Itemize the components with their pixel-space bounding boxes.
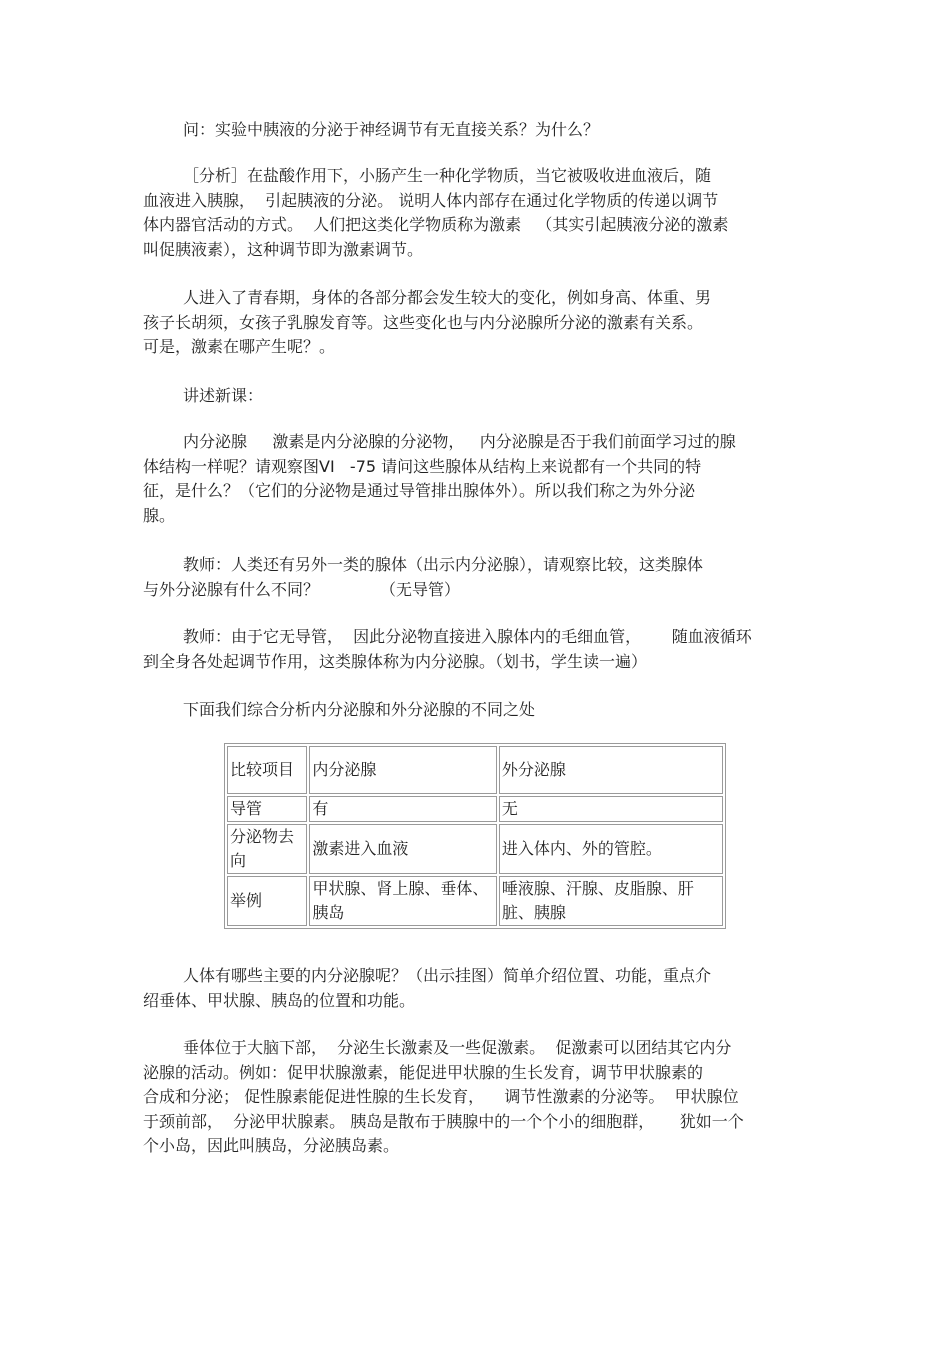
text-line: 合成和分泌； 促性腺素能促进性腺的生长发育， 调节性激素的分泌等。 甲状腺位: [143, 1087, 739, 1106]
new-lesson-heading: [143, 384, 808, 409]
table-cell: 内分泌腺: [309, 746, 496, 794]
text-line: 到全身各处起调节作用，这类腺体称为内分泌腺。（划书，学生读一遍）: [143, 651, 648, 671]
text-line: 内分泌腺 激素是内分泌腺的分泌物， 内分泌腺是否于我们前面学习过的腺: [183, 432, 736, 451]
table-row: [227, 796, 723, 822]
comparison-intro: [143, 698, 808, 723]
table-cell: 甲状腺、肾上腺、垂体、胰岛: [309, 876, 496, 926]
text-line: 叫促胰液素），这种调节即为激素调节。: [143, 239, 424, 259]
text-line: 血液进入胰腺， 引起胰液的分泌。 说明人体内部存在通过化学物质的传递以调节: [143, 190, 719, 210]
text-line: 征，是什么？（它们的分泌物是通过导管排出腺体外）。所以我们称之为外分泌: [143, 481, 696, 500]
table-cell: 激素进入血液: [309, 824, 496, 874]
endocrine-intro-paragraph: [143, 430, 808, 528]
table-row: [227, 824, 723, 874]
text-line: 教师：人类还有另外一类的腺体（出示内分泌腺），请观察比较，这类腺体: [183, 555, 704, 574]
table-cell: 导管: [227, 796, 307, 822]
text-line: 教师：由于它无导管， 因此分泌物直接进入腺体内的毛细血管， 随血液循环: [183, 627, 752, 646]
table-cell: 无: [499, 796, 723, 822]
table-cell: 进入体内、外的管腔。: [499, 824, 723, 874]
teacher-paragraph-2: [143, 625, 808, 674]
text-line: 讲述新课：: [183, 386, 264, 405]
puberty-paragraph: [143, 286, 808, 360]
table-cell: 举例: [227, 876, 307, 926]
comparison-table: [224, 743, 726, 929]
analysis-paragraph: [143, 164, 808, 262]
text-line: 腺。: [143, 505, 176, 525]
text-line: 孩子长胡须，女孩子乳腺发育等。这些变化也与内分泌腺所分泌的激素有关系。: [143, 312, 704, 332]
text-line: 问：实验中胰液的分泌于神经调节有无直接关系？为什么？: [183, 120, 600, 139]
question-paragraph: [143, 118, 808, 143]
text-line: 下面我们综合分析内分泌腺和外分泌腺的不同之处: [183, 700, 536, 719]
table-cell: 比较项目: [227, 746, 307, 794]
table-cell: 唾液腺、汗腺、皮脂腺、肝脏、胰腺: [499, 876, 723, 926]
teacher-paragraph-1: [143, 553, 808, 602]
table-row: [227, 876, 723, 926]
table-cell: 外分泌腺: [499, 746, 723, 794]
glands-intro-paragraph: [143, 964, 808, 1013]
text-line: 个小岛，因此叫胰岛，分泌胰岛素。: [143, 1136, 400, 1155]
table-cell: 分泌物去向: [227, 824, 307, 874]
pituitary-paragraph: [143, 1036, 808, 1159]
text-line: ［分析］在盐酸作用下，小肠产生一种化学物质，当它被吸收进血液后，随: [183, 166, 712, 185]
text-line: 人体有哪些主要的内分泌腺呢？（出示挂图）简单介绍位置、功能，重点介: [183, 966, 712, 985]
text-line: 可是，激素在哪产生呢？。: [143, 337, 336, 356]
table-cell: 有: [309, 796, 496, 822]
text-line: 与外分泌腺有什么不同？ （无导管）: [143, 579, 461, 599]
text-line: 体内器官活动的方式。 人们把这类化学物质称为激素 （其实引起胰液分泌的激素: [143, 215, 729, 234]
table-row: [227, 746, 723, 794]
text-line: 泌腺的活动。例如：促甲状腺激素，能促进甲状腺的生长发育，调节甲状腺素的: [143, 1062, 704, 1082]
text-line: 垂体位于大脑下部， 分泌生长激素及一些促激素。 促激素可以团结其它内分: [183, 1038, 732, 1057]
text-line: 于颈前部， 分泌甲状腺素。 胰岛是散布于胰腺中的一个个小的细胞群， 犹如一个: [143, 1111, 744, 1131]
text-line: 绍垂体、甲状腺、胰岛的位置和功能。: [143, 990, 416, 1010]
text-line: 体结构一样呢？请观察图VI -75 请问这些腺体从结构上来说都有一个共同的特: [143, 456, 702, 476]
text-line: 人进入了青春期，身体的各部分都会发生较大的变化，例如身高、体重、男: [183, 288, 712, 307]
